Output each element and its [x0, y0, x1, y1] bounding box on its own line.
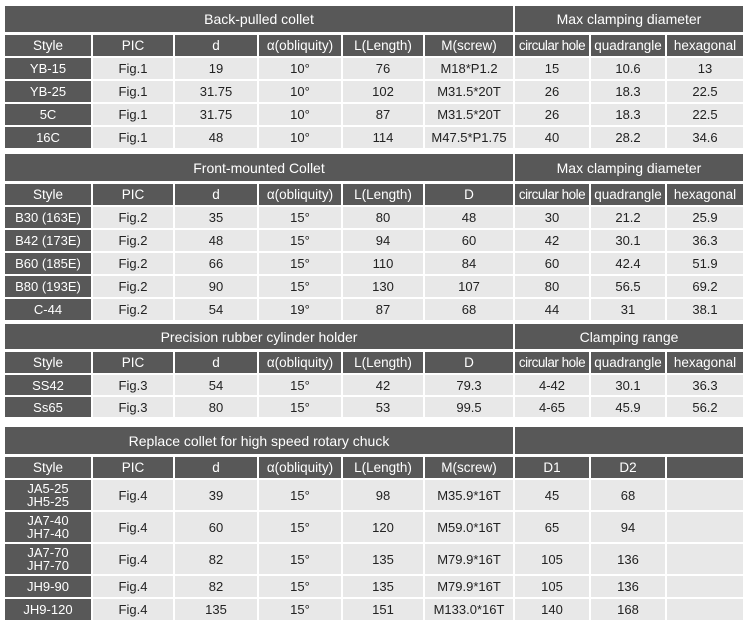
- table-cell: 79.3: [425, 375, 513, 395]
- table-row: [515, 104, 743, 125]
- table-cell: Fig.1: [93, 127, 175, 148]
- table-cell: 151: [343, 599, 425, 620]
- table-row: [5, 276, 513, 297]
- column-header: Style: [5, 352, 93, 373]
- table-cell: Fig.2: [93, 253, 175, 274]
- column-header: d: [175, 35, 259, 56]
- column-header: hexagonal: [667, 184, 743, 205]
- table-cell: 69.2: [667, 276, 743, 297]
- table-cell: 45: [515, 480, 591, 510]
- table-cell: Fig.4: [93, 544, 175, 574]
- table-cell: 82: [175, 576, 259, 597]
- table-row: [5, 375, 513, 395]
- table-cell: 135: [175, 599, 259, 620]
- style-cell: B80 (193E): [5, 276, 93, 297]
- style-line: JH7-40: [27, 526, 69, 541]
- table-row: [515, 58, 743, 79]
- column-header: PIC: [93, 184, 175, 205]
- table-cell: 15: [515, 58, 591, 79]
- table-cell: 15°: [259, 480, 343, 510]
- table-cell: 56.5: [591, 276, 667, 297]
- table-row: [515, 480, 743, 510]
- table-cell: 15°: [259, 512, 343, 542]
- table-cell: 15°: [259, 544, 343, 574]
- table-cell: Fig.4: [93, 599, 175, 620]
- table-cell: 18.3: [591, 81, 667, 102]
- table-cell: 80: [515, 276, 591, 297]
- table-row: [515, 397, 743, 417]
- table-cell: 130: [343, 276, 425, 297]
- table-cell: 54: [175, 375, 259, 395]
- table-cell: 54: [175, 299, 259, 320]
- column-header: [667, 457, 743, 478]
- table-cell: 36.3: [667, 375, 743, 395]
- table-cell: 25.9: [667, 207, 743, 228]
- header-row: [5, 184, 513, 205]
- table-cell: 40: [515, 127, 591, 148]
- column-header: hexagonal: [667, 35, 743, 56]
- section-title: Max clamping diameter: [515, 154, 743, 181]
- table-cell: 60: [425, 230, 513, 251]
- section-title: Back-pulled collet: [5, 6, 513, 32]
- column-header: PIC: [93, 352, 175, 373]
- table-cell: 105: [515, 544, 591, 574]
- table-cell: 98: [343, 480, 425, 510]
- table-row: [515, 81, 743, 102]
- column-header: circular hole: [515, 35, 591, 56]
- column-header: d: [175, 457, 259, 478]
- table-cell: 15°: [259, 207, 343, 228]
- style-cell: B60 (185E): [5, 253, 93, 274]
- header-row: [515, 184, 743, 205]
- table-cell: 56.2: [667, 397, 743, 417]
- table-cell: 82: [175, 544, 259, 574]
- table-row: [5, 512, 513, 542]
- table-cell: 94: [343, 230, 425, 251]
- table-cell: [667, 576, 743, 597]
- column-header: quadrangle: [591, 184, 667, 205]
- table-cell: 168: [591, 599, 667, 620]
- table-row: [515, 230, 743, 251]
- section-title: Clamping range: [515, 324, 743, 349]
- table-cell: 26: [515, 81, 591, 102]
- table-row: [5, 599, 513, 620]
- table-cell: 66: [175, 253, 259, 274]
- table-cell: Fig.4: [93, 480, 175, 510]
- table-cell: 48: [175, 127, 259, 148]
- table-cell: Fig.3: [93, 397, 175, 417]
- table-cell: 10°: [259, 104, 343, 125]
- column-header: D: [425, 352, 513, 373]
- table-row: [515, 253, 743, 274]
- table-cell: Fig.2: [93, 276, 175, 297]
- table-cell: 30.1: [591, 230, 667, 251]
- style-line: JH5-25: [27, 494, 69, 509]
- table-cell: 135: [343, 576, 425, 597]
- table-cell: 31: [591, 299, 667, 320]
- column-header: circular hole: [515, 184, 591, 205]
- table-cell: 19: [175, 58, 259, 79]
- table-cell: 135: [343, 544, 425, 574]
- style-cell: YB-15: [5, 58, 93, 79]
- table-cell: 136: [591, 576, 667, 597]
- table-cell: M18*P1.2: [425, 58, 513, 79]
- table-cell: 80: [343, 207, 425, 228]
- table-cell: 22.5: [667, 104, 743, 125]
- table-row: [5, 576, 513, 597]
- style-line: JA5-25: [27, 481, 69, 496]
- header-row: [515, 35, 743, 56]
- table-cell: 15°: [259, 253, 343, 274]
- table-row: [515, 576, 743, 597]
- header-row: [5, 352, 513, 373]
- table-cell: 15°: [259, 230, 343, 251]
- table-cell: Fig.2: [93, 299, 175, 320]
- table-cell: 10°: [259, 127, 343, 148]
- column-header: D1: [515, 457, 591, 478]
- table-cell: M35.9*16T: [425, 480, 513, 510]
- table-row: [515, 299, 743, 320]
- column-header: quadrangle: [591, 352, 667, 373]
- table-cell: 42: [515, 230, 591, 251]
- style-line: JA7-70: [27, 545, 69, 560]
- column-header: hexagonal: [667, 352, 743, 373]
- table-cell: Fig.4: [93, 576, 175, 597]
- table-cell: 107: [425, 276, 513, 297]
- table-cell: 76: [343, 58, 425, 79]
- table-cell: 10°: [259, 81, 343, 102]
- table-cell: 26: [515, 104, 591, 125]
- section-title: [515, 427, 743, 454]
- table-cell: 140: [515, 599, 591, 620]
- column-header: quadrangle: [591, 35, 667, 56]
- header-row: [5, 457, 513, 478]
- style-cell: 5C: [5, 104, 93, 125]
- style-cell: JH9-120: [5, 599, 93, 620]
- table-cell: 15°: [259, 276, 343, 297]
- table-row: [5, 81, 513, 102]
- table-cell: 65: [515, 512, 591, 542]
- table-row: [5, 230, 513, 251]
- table-cell: 34.6: [667, 127, 743, 148]
- table-row: [515, 207, 743, 228]
- header-row: [515, 352, 743, 373]
- table-cell: 22.5: [667, 81, 743, 102]
- section-title: Max clamping diameter: [515, 6, 743, 32]
- table-cell: M79.9*16T: [425, 576, 513, 597]
- table-cell: Fig.3: [93, 375, 175, 395]
- column-header: L(Length): [343, 184, 425, 205]
- table-cell: Fig.1: [93, 81, 175, 102]
- table-row: [5, 544, 513, 574]
- table-cell: 30: [515, 207, 591, 228]
- table-cell: M79.9*16T: [425, 544, 513, 574]
- style-cell: [5, 480, 93, 510]
- table-cell: 10.6: [591, 58, 667, 79]
- column-header: L(Length): [343, 352, 425, 373]
- table-cell: 30.1: [591, 375, 667, 395]
- column-header: D2: [591, 457, 667, 478]
- section-title: Front-mounted Collet: [5, 154, 513, 181]
- table-cell: M133.0*16T: [425, 599, 513, 620]
- header-row: [5, 35, 513, 56]
- table-cell: 102: [343, 81, 425, 102]
- table-cell: 80: [175, 397, 259, 417]
- table-row: [515, 127, 743, 148]
- table-cell: 4-65: [515, 397, 591, 417]
- table-row: [515, 544, 743, 574]
- table-cell: 15°: [259, 576, 343, 597]
- style-cell: C-44: [5, 299, 93, 320]
- table-cell: 10°: [259, 58, 343, 79]
- table-cell: M31.5*20T: [425, 104, 513, 125]
- table-cell: Fig.1: [93, 104, 175, 125]
- table-cell: M31.5*20T: [425, 81, 513, 102]
- style-cell: B30 (163E): [5, 207, 93, 228]
- table-cell: 94: [591, 512, 667, 542]
- column-header: PIC: [93, 35, 175, 56]
- table-cell: 110: [343, 253, 425, 274]
- style-cell: SS42: [5, 375, 93, 395]
- column-header: L(Length): [343, 35, 425, 56]
- table-cell: 18.3: [591, 104, 667, 125]
- style-cell: B42 (173E): [5, 230, 93, 251]
- table-cell: Fig.2: [93, 207, 175, 228]
- style-cell: JH9-90: [5, 576, 93, 597]
- table-cell: 48: [175, 230, 259, 251]
- table-cell: 15°: [259, 599, 343, 620]
- table-cell: 28.2: [591, 127, 667, 148]
- table-cell: 99.5: [425, 397, 513, 417]
- table-cell: [667, 544, 743, 574]
- table-cell: 114: [343, 127, 425, 148]
- table-row: [515, 599, 743, 620]
- table-row: [5, 397, 513, 417]
- table-cell: 19°: [259, 299, 343, 320]
- table-cell: 39: [175, 480, 259, 510]
- style-line: JA7-40: [27, 513, 69, 528]
- table-cell: 45.9: [591, 397, 667, 417]
- table-cell: Fig.2: [93, 230, 175, 251]
- table-row: [5, 58, 513, 79]
- table-cell: 4-42: [515, 375, 591, 395]
- section-title: Replace collet for high speed rotary chuck: [5, 427, 513, 454]
- header-row: [515, 457, 743, 478]
- table-cell: M47.5*P1.75: [425, 127, 513, 148]
- column-header: α(obliquity): [259, 457, 343, 478]
- style-cell: YB-25: [5, 81, 93, 102]
- column-header: PIC: [93, 457, 175, 478]
- column-header: α(obliquity): [259, 35, 343, 56]
- table-cell: 87: [343, 104, 425, 125]
- table-cell: [667, 512, 743, 542]
- table-cell: Fig.1: [93, 58, 175, 79]
- table-cell: [667, 599, 743, 620]
- style-cell: Ss65: [5, 397, 93, 417]
- table-row: [5, 253, 513, 274]
- table-cell: 60: [175, 512, 259, 542]
- table-cell: 105: [515, 576, 591, 597]
- column-header: Style: [5, 35, 93, 56]
- style-cell: [5, 544, 93, 574]
- table-cell: 13: [667, 58, 743, 79]
- column-header: M(screw): [425, 457, 513, 478]
- table-row: [5, 207, 513, 228]
- table-row: [5, 104, 513, 125]
- table-cell: 38.1: [667, 299, 743, 320]
- table-cell: 84: [425, 253, 513, 274]
- column-header: d: [175, 184, 259, 205]
- column-header: Style: [5, 184, 93, 205]
- table-cell: M59.0*16T: [425, 512, 513, 542]
- column-header: M(screw): [425, 35, 513, 56]
- table-cell: 31.75: [175, 81, 259, 102]
- table-cell: 68: [425, 299, 513, 320]
- style-cell: [5, 512, 93, 542]
- table-cell: 31.75: [175, 104, 259, 125]
- style-cell: 16C: [5, 127, 93, 148]
- table-cell: 90: [175, 276, 259, 297]
- table-cell: 53: [343, 397, 425, 417]
- table-cell: 136: [591, 544, 667, 574]
- table-cell: 42: [343, 375, 425, 395]
- table-cell: 15°: [259, 397, 343, 417]
- table-cell: 87: [343, 299, 425, 320]
- table-cell: 120: [343, 512, 425, 542]
- table-row: [515, 375, 743, 395]
- table-cell: 42.4: [591, 253, 667, 274]
- section-title: Precision rubber cylinder holder: [5, 324, 513, 349]
- table-cell: 60: [515, 253, 591, 274]
- style-line: JH7-70: [27, 558, 69, 573]
- table-cell: 51.9: [667, 253, 743, 274]
- table-row: [5, 299, 513, 320]
- table-cell: 44: [515, 299, 591, 320]
- table-cell: 21.2: [591, 207, 667, 228]
- table-cell: Fig.4: [93, 512, 175, 542]
- column-header: circular hole: [515, 352, 591, 373]
- column-header: Style: [5, 457, 93, 478]
- column-header: L(Length): [343, 457, 425, 478]
- table-cell: 48: [425, 207, 513, 228]
- table-row: [515, 512, 743, 542]
- column-header: α(obliquity): [259, 184, 343, 205]
- table-cell: 15°: [259, 375, 343, 395]
- table-cell: [667, 480, 743, 510]
- table-row: [5, 127, 513, 148]
- column-header: D: [425, 184, 513, 205]
- table-cell: 35: [175, 207, 259, 228]
- table-row: [5, 480, 513, 510]
- table-row: [515, 276, 743, 297]
- column-header: d: [175, 352, 259, 373]
- table-cell: 68: [591, 480, 667, 510]
- column-header: α(obliquity): [259, 352, 343, 373]
- table-cell: 36.3: [667, 230, 743, 251]
